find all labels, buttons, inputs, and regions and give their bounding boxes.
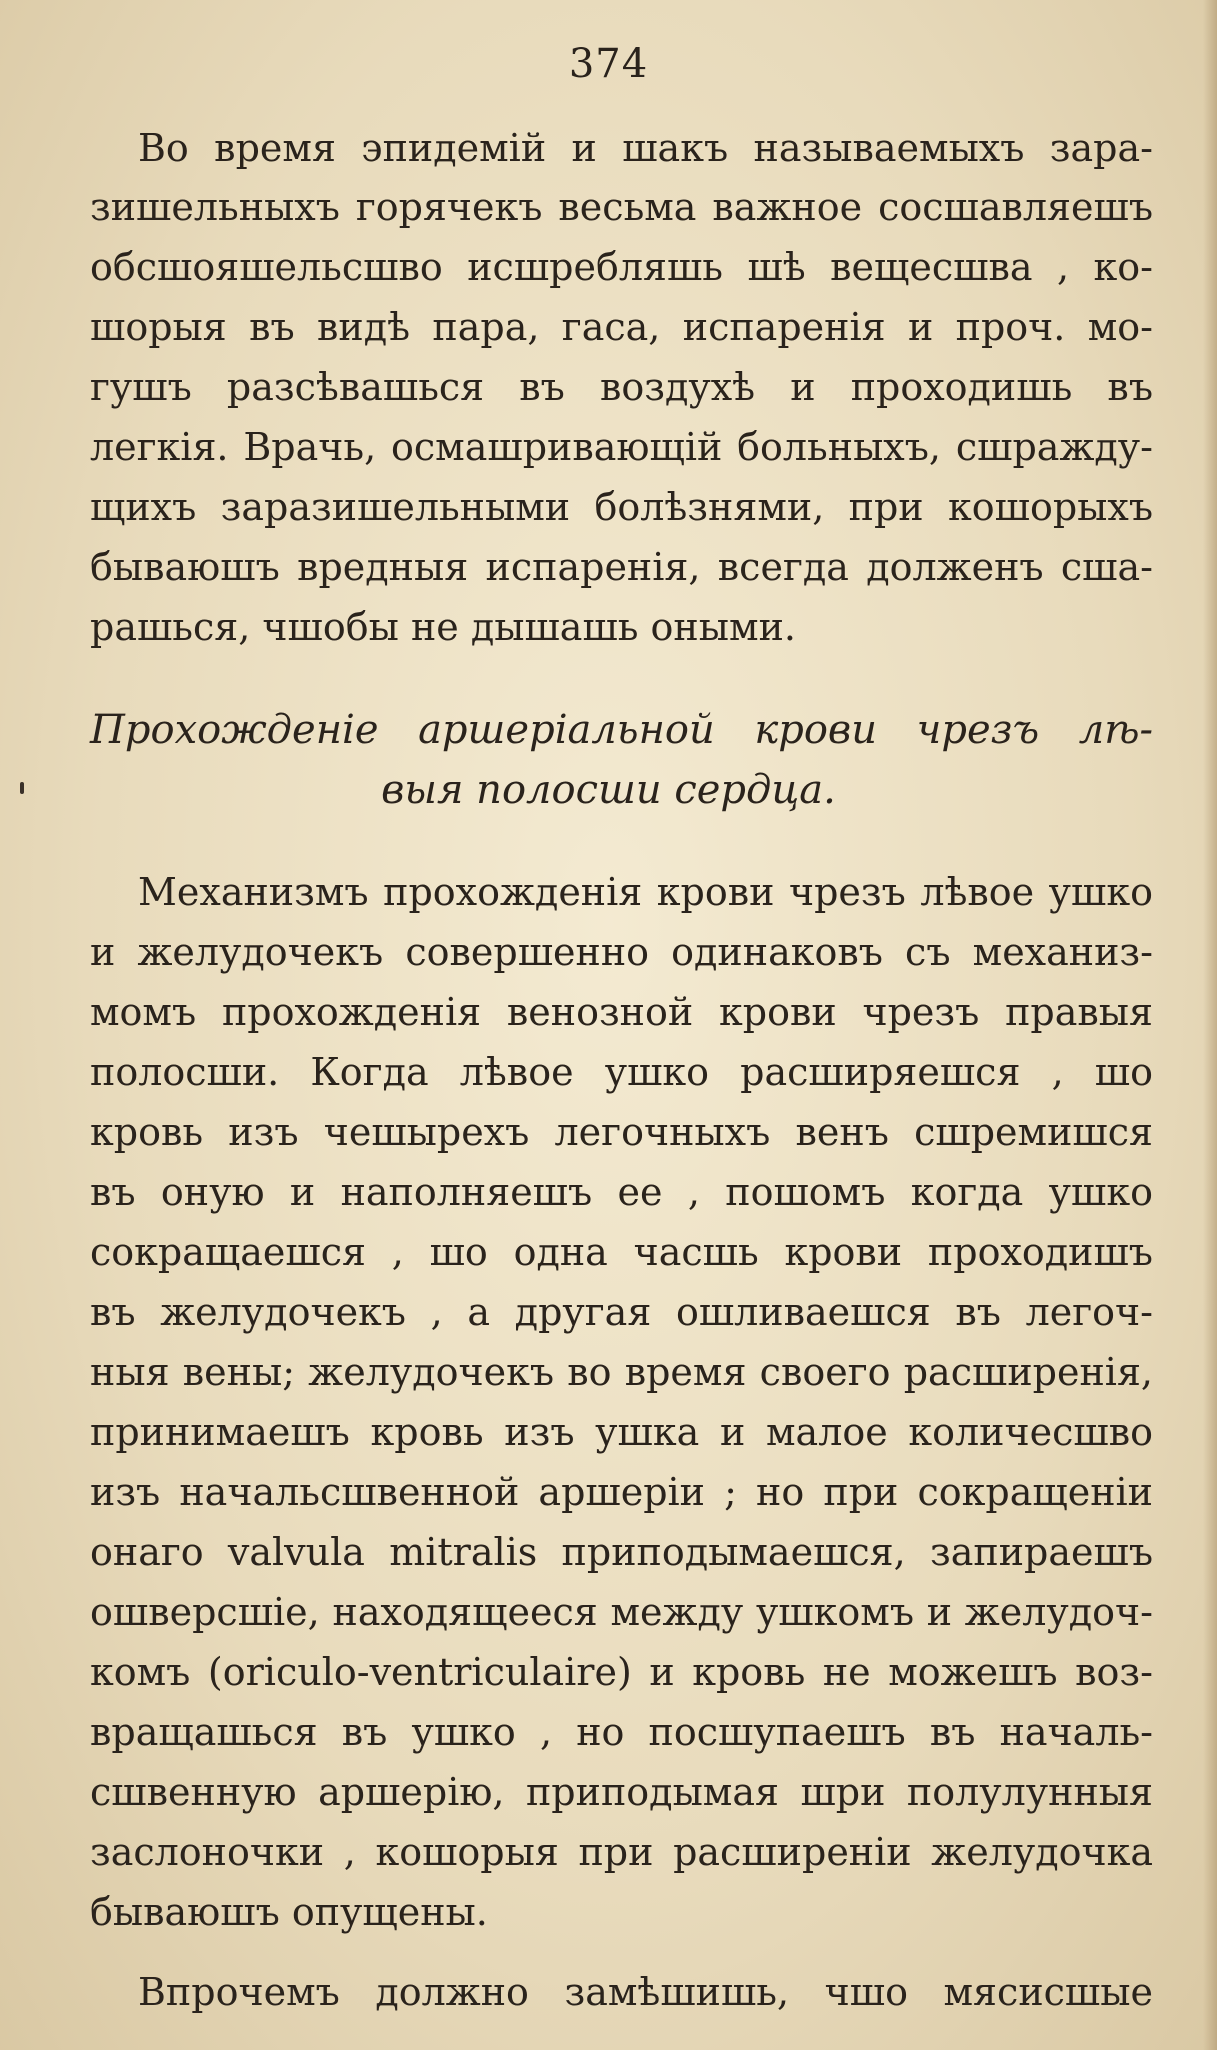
- text-line: полосши. Когда лѣвое ушко расширяешся , шо: [90, 1050, 1153, 1094]
- text-line: бываюшъ опущены.: [90, 1890, 488, 1934]
- text-line: и желудочекъ совершенно одинаковъ съ механиз-: [90, 930, 1153, 974]
- text-line: Во время эпидемій и шакъ называемыхъ зара-: [138, 126, 1153, 170]
- text-line: Впрочемъ должно замѣшишь, чшо мясисшые: [138, 1970, 1153, 2014]
- text-line: комъ (oriculo-ventriculaire) и кровь не можешъ воз-: [90, 1650, 1153, 1694]
- text-line: сокращаешся , шо одна часшь крови проходишъ: [90, 1230, 1153, 1274]
- page-edge-shadow: [1203, 0, 1217, 2050]
- text-line: онаго valvula mitralis приподымаешся, запираешъ: [90, 1530, 1153, 1574]
- text-line: бываюшъ вредныя испаренія, всегда долженъ сша-: [90, 545, 1153, 589]
- heading-line: Прохожденіе аршеріальной крови чрезъ лѣ-: [90, 707, 1153, 753]
- text-line: зишельныхъ горячекъ весьма важное сосшавляешъ: [90, 185, 1153, 229]
- heading-line: выя полосши сердца.: [381, 767, 836, 813]
- page-number: 374: [568, 41, 649, 87]
- text-line: гушъ разсѣвашься въ воздухѣ и проходишь въ: [90, 365, 1153, 409]
- text-line: изъ начальсшвенной аршеріи ; но при сокращеніи: [90, 1470, 1153, 1514]
- text-line: Механизмъ прохожденія крови чрезъ лѣвое ушко: [138, 870, 1153, 914]
- text-line: ныя вены; желудочекъ во время своего расширенія,: [90, 1350, 1153, 1394]
- text-line: кровь изъ чешырехъ легочныхъ венъ сшремишся: [90, 1110, 1153, 1154]
- text-line: рашься, чшобы не дышашь оными.: [90, 605, 796, 649]
- text-line: вращашься въ ушко , но посшупаешъ въ началь-: [90, 1710, 1153, 1754]
- text-line: момъ прохожденія венозной крови чрезъ правыя: [90, 990, 1153, 1034]
- text-line: въ желудочекъ , а другая ошливаешся въ легоч-: [90, 1290, 1153, 1334]
- text-line: шорыя въ видѣ пара, гаса, испаренія и проч. мо-: [90, 305, 1153, 349]
- text-line: заслоночки , кошорыя при расширеніи желудочка: [90, 1830, 1153, 1874]
- text-line: сшвенную аршерію, приподымая шри полулунныя: [90, 1770, 1153, 1814]
- text-line: щихъ заразишельными болѣзнями, при кошорыхъ: [90, 485, 1153, 529]
- text-line: принимаешъ кровь изъ ушка и малое количесшво: [90, 1410, 1153, 1454]
- text-line: въ оную и наполняешъ ее , пошомъ когда ушко: [90, 1170, 1153, 1214]
- text-line: легкія. Врачь, осмашривающій больныхъ, сшражду-: [90, 425, 1153, 469]
- text-line: обсшояшельсшво исшребляшь шѣ вещесшва , ко-: [90, 245, 1153, 289]
- text-line: ошверсшіе, находящееся между ушкомъ и желудоч-: [90, 1590, 1153, 1634]
